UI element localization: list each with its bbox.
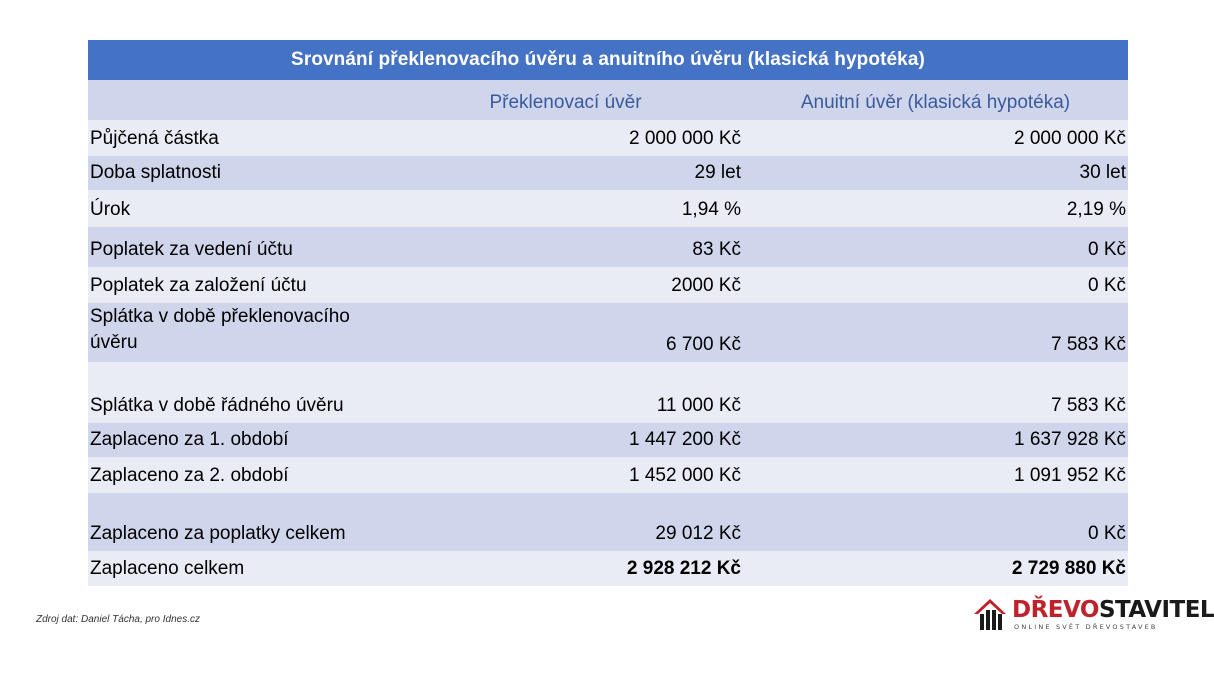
table-row <box>88 156 1128 190</box>
row-value-bridging: 2 928 212 Kč <box>388 551 743 586</box>
row-value-bridging: 6 700 Kč <box>388 303 743 362</box>
row-value-bridging: 1,94 % <box>388 190 743 227</box>
row-value-annuity: 0 Kč <box>743 267 1128 303</box>
table-row <box>88 493 1128 551</box>
row-value-annuity: 30 let <box>743 156 1128 190</box>
row-value-annuity: 0 Kč <box>743 493 1128 551</box>
row-value-bridging: 29 012 Kč <box>388 493 743 551</box>
logo-tagline: ONLINE SVĚT DŘEVOSTAVEB <box>1014 623 1158 631</box>
header-bridging-loan: Překlenovací úvěr <box>388 80 743 120</box>
table-row <box>88 303 1128 362</box>
comparison-table <box>88 40 1128 586</box>
source-note: Zdroj dat: Daniel Tácha, pro Idnes.cz <box>36 614 200 625</box>
row-value-bridging: 1 452 000 Kč <box>388 457 743 493</box>
comparison-grid <box>88 80 1128 586</box>
row-label: Doba splatnosti <box>88 156 388 190</box>
row-value-annuity: 7 583 Kč <box>743 362 1128 423</box>
table-row <box>88 362 1128 423</box>
table-title: Srovnání překlenovacího úvěru a anuitního úvěru (klasická hypotéka) <box>88 40 1128 80</box>
table-row-total <box>88 551 1128 586</box>
table-row <box>88 267 1128 303</box>
row-label: Poplatek za založení účtu <box>88 267 388 303</box>
row-label: Zaplaceno za 2. období <box>88 457 388 493</box>
logo-word-drevo: DŘEVO <box>1012 597 1099 623</box>
house-logo-icon <box>972 596 1008 632</box>
row-label: Zaplaceno celkem <box>88 551 388 586</box>
row-label: Úrok <box>88 190 388 227</box>
table-row <box>88 120 1128 156</box>
row-label: Zaplaceno za poplatky celkem <box>88 493 388 551</box>
row-value-bridging: 83 Kč <box>388 227 743 267</box>
row-value-bridging: 29 let <box>388 156 743 190</box>
row-value-annuity: 2 729 880 Kč <box>743 551 1128 586</box>
drevostavitel-logo <box>972 596 1214 636</box>
row-value-annuity: 0 Kč <box>743 227 1128 267</box>
row-value-bridging: 11 000 Kč <box>388 362 743 423</box>
row-label: Zaplaceno za 1. období <box>88 423 388 457</box>
header-empty <box>88 80 388 120</box>
row-value-annuity: 1 091 952 Kč <box>743 457 1128 493</box>
row-label: Půjčená částka <box>88 120 388 156</box>
table-row <box>88 423 1128 457</box>
row-value-bridging: 2 000 000 Kč <box>388 120 743 156</box>
row-value-annuity: 1 637 928 Kč <box>743 423 1128 457</box>
row-value-annuity: 7 583 Kč <box>743 303 1128 362</box>
table-row <box>88 457 1128 493</box>
row-label: Splátka v době překlenovacího úvěru <box>88 303 388 362</box>
row-value-bridging: 1 447 200 Kč <box>388 423 743 457</box>
logo-wordmark <box>1012 596 1214 624</box>
row-value-bridging: 2000 Kč <box>388 267 743 303</box>
logo-word-stavitel: STAVITEL <box>1098 597 1214 623</box>
row-value-annuity: 2 000 000 Kč <box>743 120 1128 156</box>
row-label: Poplatek za vedení účtu <box>88 227 388 267</box>
table-row <box>88 227 1128 267</box>
header-row <box>88 80 1128 120</box>
row-value-annuity: 2,19 % <box>743 190 1128 227</box>
row-label: Splátka v době řádného úvěru <box>88 362 388 423</box>
table-row <box>88 190 1128 227</box>
header-annuity-loan: Anuitní úvěr (klasická hypotéka) <box>743 80 1128 120</box>
